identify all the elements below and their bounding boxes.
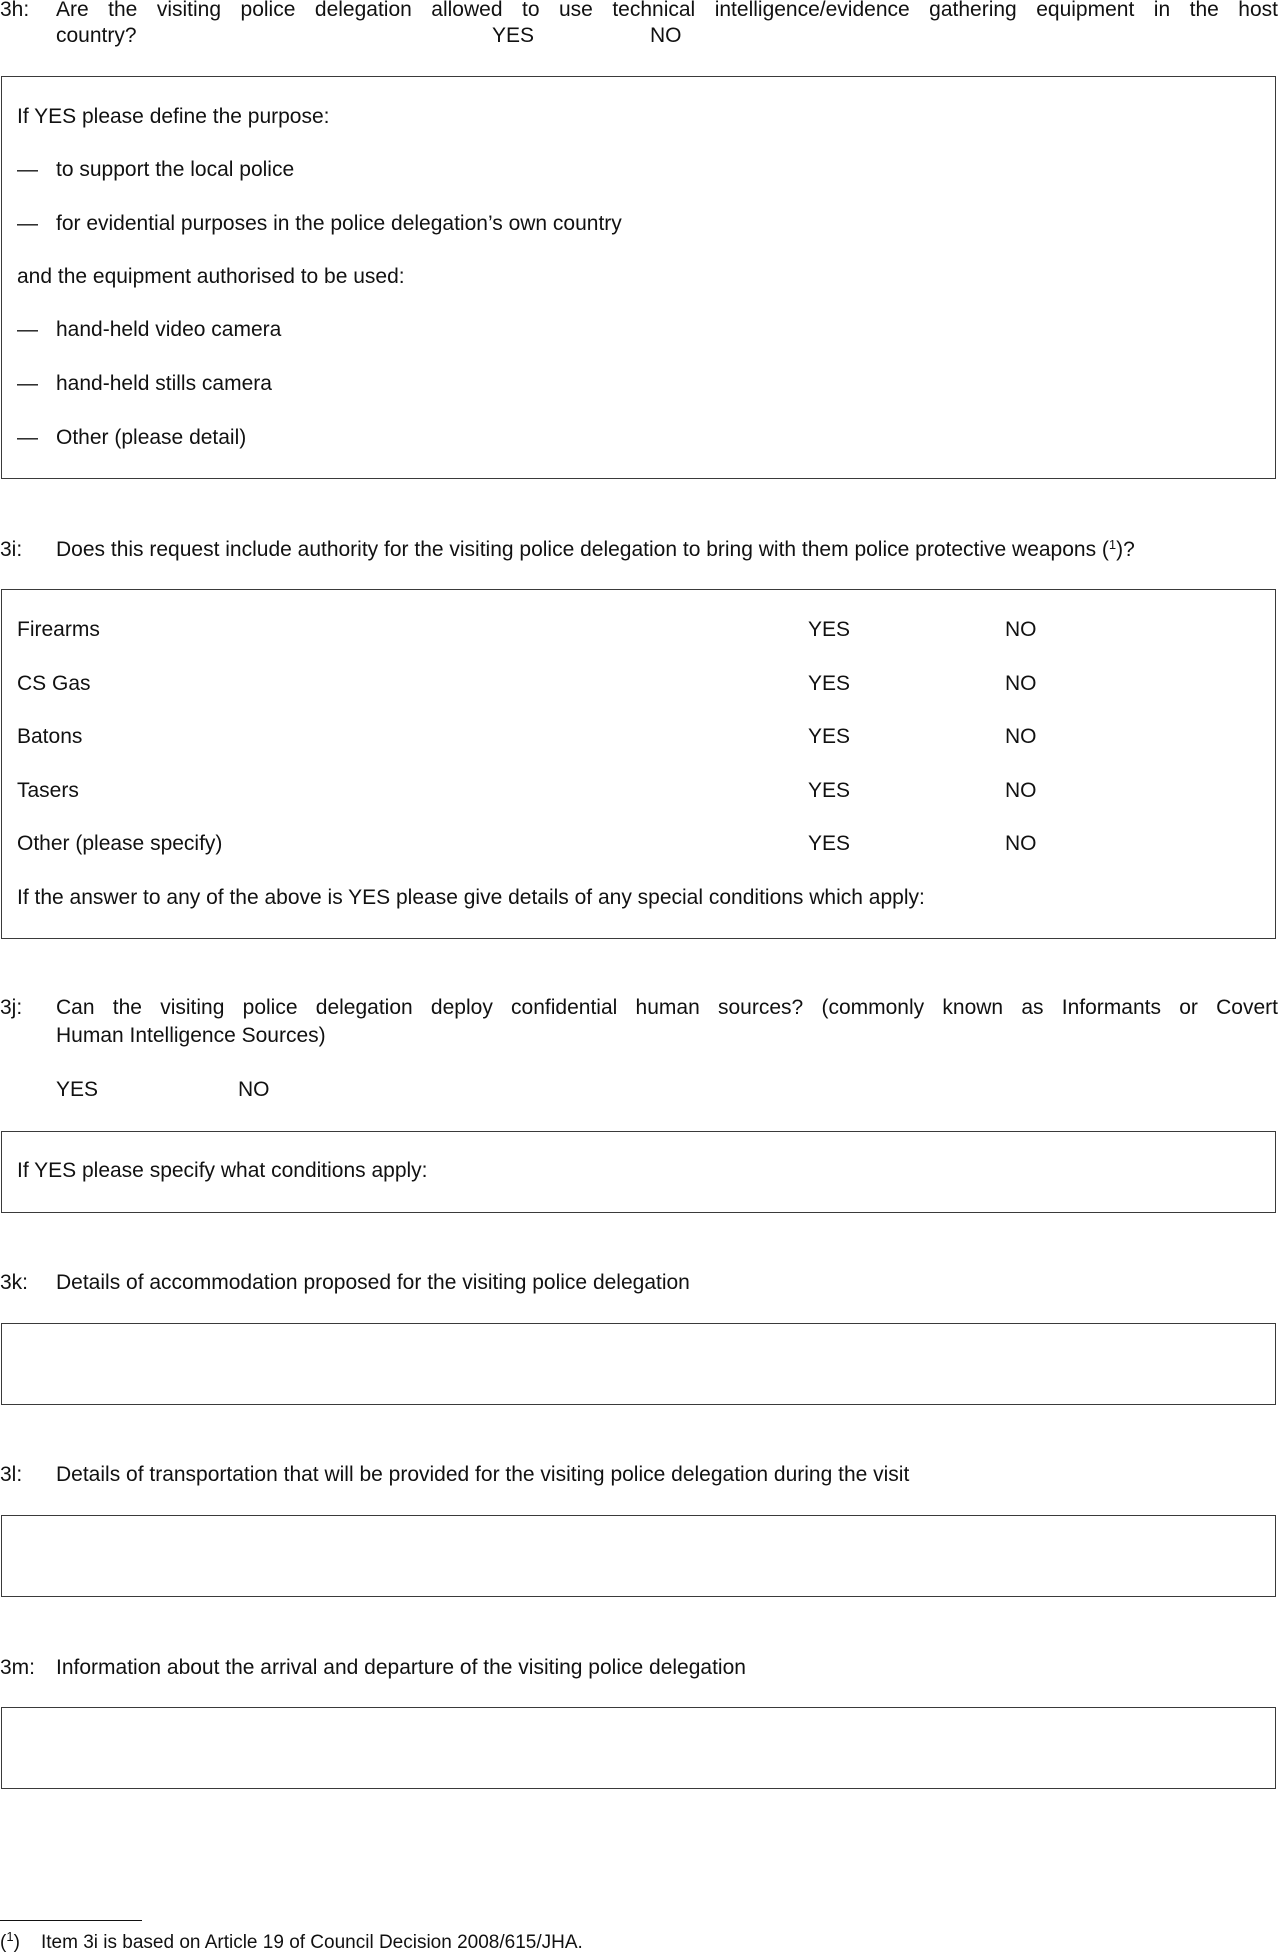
purpose-item: to support the local police [56, 158, 295, 181]
yes-option[interactable]: YES [808, 832, 851, 855]
question-number: 3l: [0, 1463, 23, 1486]
weapon-label: Tasers [17, 779, 79, 802]
dash-icon: — [17, 372, 38, 395]
weapon-label: Other (please specify) [17, 832, 223, 855]
purpose-intro: If YES please define the purpose: [17, 105, 330, 128]
footnote-divider [0, 1920, 142, 1921]
no-option[interactable]: NO [238, 1078, 270, 1101]
weapon-label: Batons [17, 725, 83, 748]
question-number: 3m: [0, 1656, 36, 1679]
question-3l-text: Details of transportation that will be provided for the visiting police delegation during the visit [56, 1463, 910, 1486]
arrival-departure-field[interactable] [1, 1707, 1276, 1789]
transportation-field[interactable] [1, 1515, 1276, 1597]
question-number: 3k: [0, 1271, 29, 1294]
question-number: 3h: [0, 0, 30, 21]
purpose-item: for evidential purposes in the police delegation’s own country [56, 212, 622, 235]
no-option[interactable]: NO [650, 24, 682, 47]
footnote [0, 1929, 583, 1956]
question-3k-text: Details of accommodation proposed for the visiting police delegation [56, 1271, 690, 1294]
yes-option[interactable]: YES [56, 1078, 99, 1101]
question-text: Can the visiting police delegation deploy confidential human sources? (commonly known as Informants or Covert [56, 996, 1278, 1019]
no-option[interactable]: NO [1005, 725, 1037, 748]
yes-option[interactable]: YES [808, 779, 851, 802]
question-text-cont: Human Intelligence Sources) [56, 1024, 326, 1047]
question-text-cont: country? [56, 24, 137, 47]
yes-option[interactable]: YES [808, 672, 851, 695]
weapon-label: CS Gas [17, 672, 91, 695]
question-number: 3i: [0, 538, 23, 561]
no-option[interactable]: NO [1005, 672, 1037, 695]
yes-option[interactable]: YES [808, 725, 851, 748]
footnote-text: Item 3i is based on Article 19 of Council Decision 2008/615/JHA. [41, 1932, 583, 1953]
yes-option[interactable]: YES [492, 24, 535, 47]
weapon-label: Firearms [17, 618, 100, 641]
informant-conditions-prompt: If YES please specify what conditions apply: [17, 1159, 428, 1182]
equipment-intro: and the equipment authorised to be used: [17, 265, 405, 288]
yes-option[interactable]: YES [808, 618, 851, 641]
footnote-marker: ($^1$) [0, 1929, 20, 1953]
special-conditions-prompt[interactable]: If the answer to any of the above is YES please give details of any special conditions which apply: [17, 886, 925, 909]
dash-icon: — [17, 318, 38, 341]
question-text: Are the visiting police delegation allowed to use technical intelligence/evidence gathering equipment in the host [56, 0, 1278, 21]
no-option[interactable]: NO [1005, 618, 1037, 641]
equipment-item: hand-held video camera [56, 318, 282, 341]
question-text-end: )? [1116, 538, 1135, 561]
no-option[interactable]: NO [1005, 832, 1037, 855]
equipment-item: hand-held stills camera [56, 372, 272, 395]
equipment-item: Other (please detail) [56, 426, 247, 449]
no-option[interactable]: NO [1005, 779, 1037, 802]
question-text-main: Does this request include authority for the visiting police delegation to bring with them police protective weapons ( [56, 538, 1109, 561]
question-3m-text: Information about the arrival and departure of the visiting police delegation [56, 1656, 746, 1679]
accommodation-field[interactable] [1, 1323, 1276, 1405]
dash-icon: — [17, 426, 38, 449]
question-number: 3j: [0, 996, 23, 1019]
footnote-ref[interactable]: 1 [1108, 537, 1117, 552]
dash-icon: — [17, 158, 38, 181]
dash-icon: — [17, 212, 38, 235]
question-text [56, 537, 1135, 563]
